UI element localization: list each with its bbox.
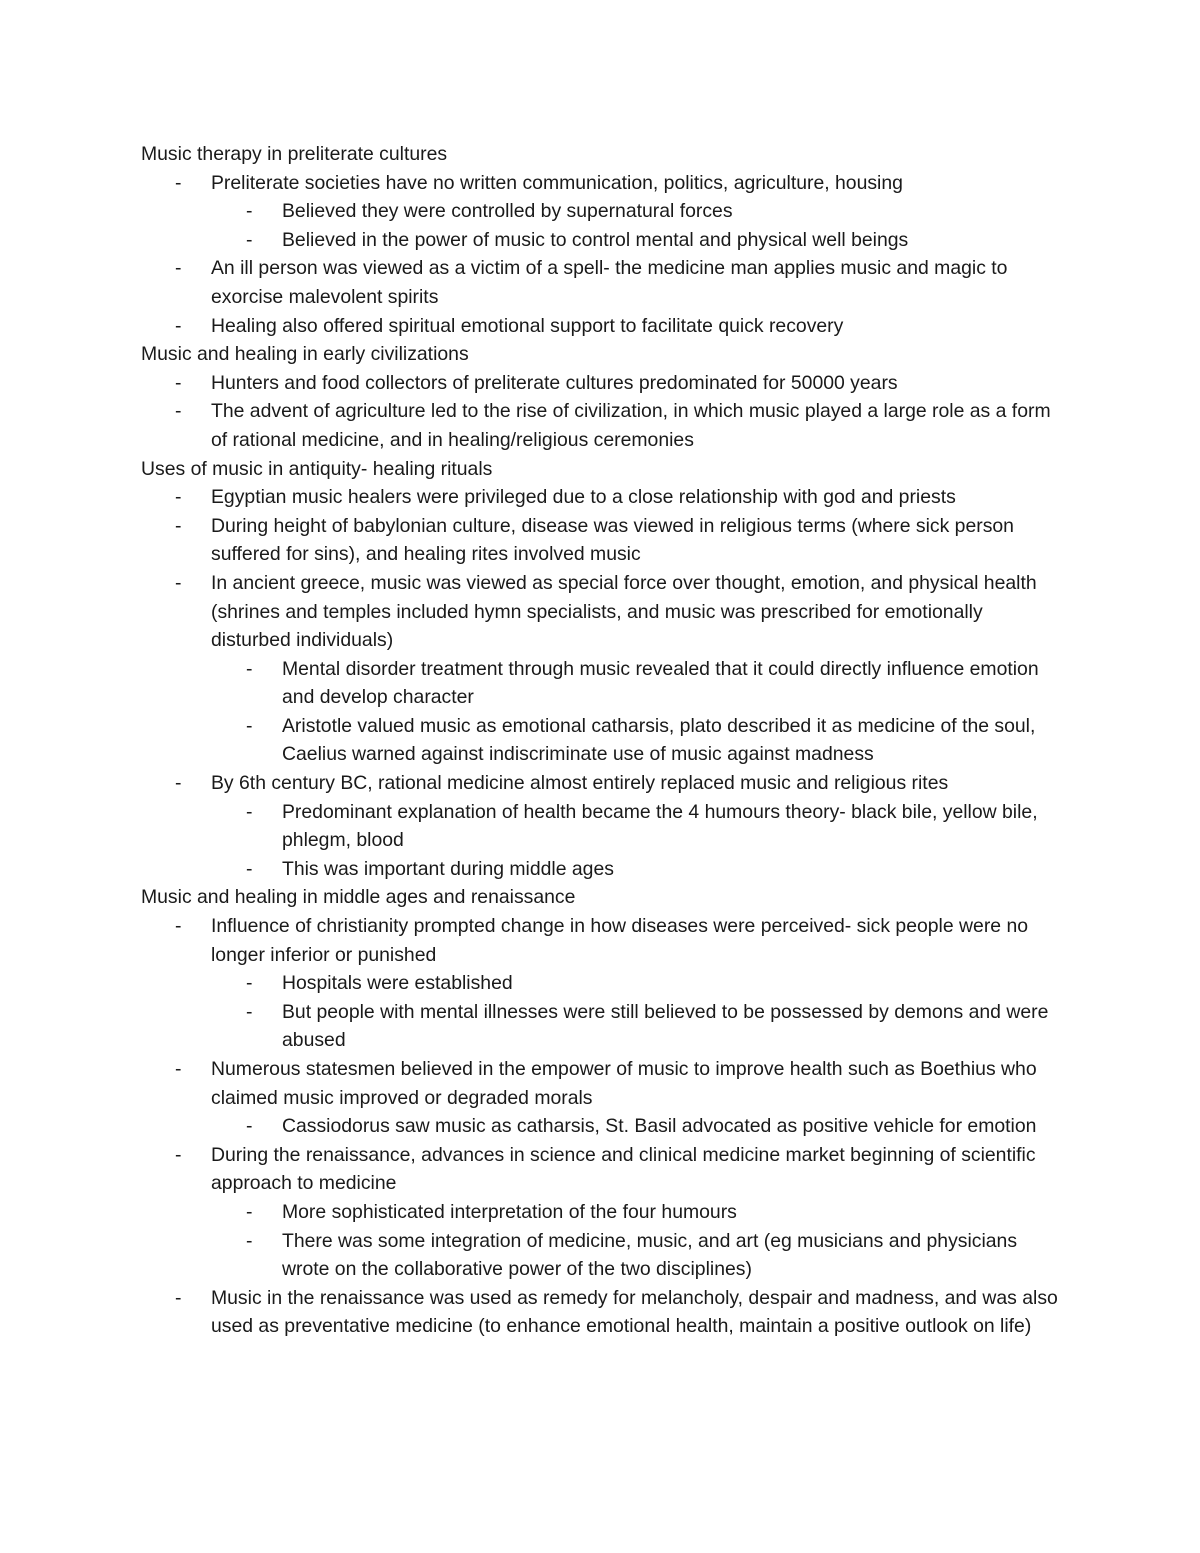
bullet-dash: - bbox=[246, 800, 253, 823]
bullet-text: Hospitals were established bbox=[282, 972, 513, 995]
section bbox=[141, 340, 1061, 454]
bullet-text: The advent of agriculture led to the rise of civilization, in which music played a large role as a form of rational medicine, and in healing/religious ceremonies bbox=[211, 400, 1051, 451]
section bbox=[141, 455, 1061, 884]
bullet-dash: - bbox=[175, 571, 182, 594]
bullet-dash: - bbox=[175, 314, 182, 337]
sub-bullet-item bbox=[141, 655, 1061, 712]
bullet-text: By 6th century BC, rational medicine almost entirely replaced music and religious rites bbox=[211, 772, 949, 795]
section-heading: Music and healing in middle ages and renaissance bbox=[141, 886, 576, 909]
bullet-item bbox=[141, 1055, 1061, 1112]
bullet-dash: - bbox=[175, 400, 182, 423]
bullet-text: Influence of christianity prompted change in how diseases were perceived- sick people were no longer inferior or punished bbox=[211, 915, 1029, 966]
bullet-item bbox=[141, 769, 1061, 798]
bullet-dash: - bbox=[246, 1000, 253, 1023]
bullet-dash: - bbox=[246, 714, 253, 737]
section-heading: Music therapy in preliterate cultures bbox=[141, 143, 448, 165]
bullet-dash: - bbox=[246, 1200, 253, 1223]
bullet-text: Believed in the power of music to control mental and physical well beings bbox=[282, 228, 909, 251]
sub-bullet-item bbox=[141, 969, 1061, 998]
bullet-dash: - bbox=[246, 228, 253, 251]
bullet-item bbox=[141, 1141, 1061, 1198]
bullet-text: Music in the renaissance was used as remedy for melancholy, despair and madness, and was also used as preventative medicine (to enhance emotional health, maintain a positive outlook on life) bbox=[211, 1286, 1058, 1338]
document-body bbox=[141, 140, 1061, 1341]
bullet-text: But people with mental illnesses were still believed to be possessed by demons and were abused bbox=[282, 1000, 1049, 1052]
sub-bullet-item bbox=[141, 1227, 1061, 1284]
bullet-dash: - bbox=[175, 1143, 182, 1166]
sub-bullet-item bbox=[141, 798, 1061, 855]
bullet-text: Believed they were controlled by supernatural forces bbox=[282, 200, 733, 223]
bullet-dash: - bbox=[246, 857, 253, 880]
bullet-text: Healing also offered spiritual emotional support to facilitate quick recovery bbox=[211, 314, 844, 337]
bullet-text: Hunters and food collectors of preliterate cultures predominated for 50000 years bbox=[211, 371, 898, 394]
section-heading: Uses of music in antiquity- healing rituals bbox=[141, 457, 493, 480]
bullet-item bbox=[141, 912, 1061, 969]
bullet-text: Cassiodorus saw music as catharsis, St. Basil advocated as positive vehicle for emotion bbox=[282, 1115, 1037, 1138]
sub-bullet-item bbox=[141, 712, 1061, 769]
bullet-item bbox=[141, 254, 1061, 311]
bullet-dash: - bbox=[246, 972, 253, 995]
sub-bullet-item bbox=[141, 998, 1061, 1055]
bullet-text: An ill person was viewed as a victim of a spell- the medicine man applies music and magic to exorcise malevolent spirits bbox=[211, 257, 1008, 308]
sub-bullet-item bbox=[141, 197, 1061, 226]
bullet-text: Aristotle valued music as emotional catharsis, plato described it as medicine of the soul, Caelius warned against indiscriminate use of music against madness bbox=[282, 714, 1036, 766]
sub-bullet-item bbox=[141, 226, 1061, 255]
section bbox=[141, 883, 1061, 1341]
bullet-item bbox=[141, 1284, 1061, 1341]
sub-bullet-item bbox=[141, 1198, 1061, 1227]
bullet-item bbox=[141, 569, 1061, 655]
bullet-text: In ancient greece, music was viewed as special force over thought, emotion, and physical health (shrines and temples included hymn specialists, and music was prescribed for emotionally disturbed individuals) bbox=[211, 571, 1037, 652]
section bbox=[141, 140, 1061, 340]
bullet-text: This was important during middle ages bbox=[282, 857, 614, 880]
section-heading: Music and healing in early civilizations bbox=[141, 343, 469, 366]
bullet-text: During the renaissance, advances in science and clinical medicine market beginning of scientific approach to medicine bbox=[211, 1143, 1036, 1195]
bullet-text: Predominant explanation of health became the 4 humours theory- black bile, yellow bile, phlegm, blood bbox=[282, 800, 1038, 852]
bullet-dash: - bbox=[246, 1115, 253, 1138]
bullet-item bbox=[141, 397, 1061, 454]
bullet-item bbox=[141, 512, 1061, 569]
bullet-text: Numerous statesmen believed in the empower of music to improve health such as Boethius who claimed music improved or degraded morals bbox=[211, 1058, 1037, 1109]
bullet-dash: - bbox=[175, 772, 182, 795]
bullet-dash: - bbox=[246, 1229, 253, 1252]
bullet-dash: - bbox=[175, 371, 182, 394]
bullet-text: Preliterate societies have no written communication, politics, agriculture, housing bbox=[211, 171, 903, 194]
bullet-dash: - bbox=[175, 1058, 182, 1080]
bullet-dash: - bbox=[175, 486, 182, 509]
bullet-dash: - bbox=[175, 171, 182, 194]
bullet-text: Mental disorder treatment through music revealed that it could directly influence emotion and develop character bbox=[282, 657, 1039, 709]
bullet-dash: - bbox=[175, 1286, 182, 1309]
bullet-dash: - bbox=[246, 657, 253, 680]
bullet-dash: - bbox=[175, 915, 182, 938]
bullet-text: There was some integration of medicine, music, and art (eg musicians and physicians wrote on the collaborative power of the two disciplines) bbox=[282, 1229, 1018, 1281]
bullet-dash: - bbox=[175, 514, 182, 537]
bullet-item bbox=[141, 312, 1061, 341]
bullet-item bbox=[141, 483, 1061, 512]
bullet-text: During height of babylonian culture, disease was viewed in religious terms (where sick person suffered for sins), and healing rites involved music bbox=[211, 514, 1014, 566]
bullet-item bbox=[141, 369, 1061, 398]
bullet-text: Egyptian music healers were privileged due to a close relationship with god and priests bbox=[211, 486, 956, 509]
bullet-dash: - bbox=[175, 257, 182, 280]
sub-bullet-item bbox=[141, 1112, 1061, 1141]
bullet-item bbox=[141, 169, 1061, 198]
bullet-text: More sophisticated interpretation of the four humours bbox=[282, 1200, 737, 1223]
sub-bullet-item bbox=[141, 855, 1061, 884]
bullet-dash: - bbox=[246, 200, 253, 223]
